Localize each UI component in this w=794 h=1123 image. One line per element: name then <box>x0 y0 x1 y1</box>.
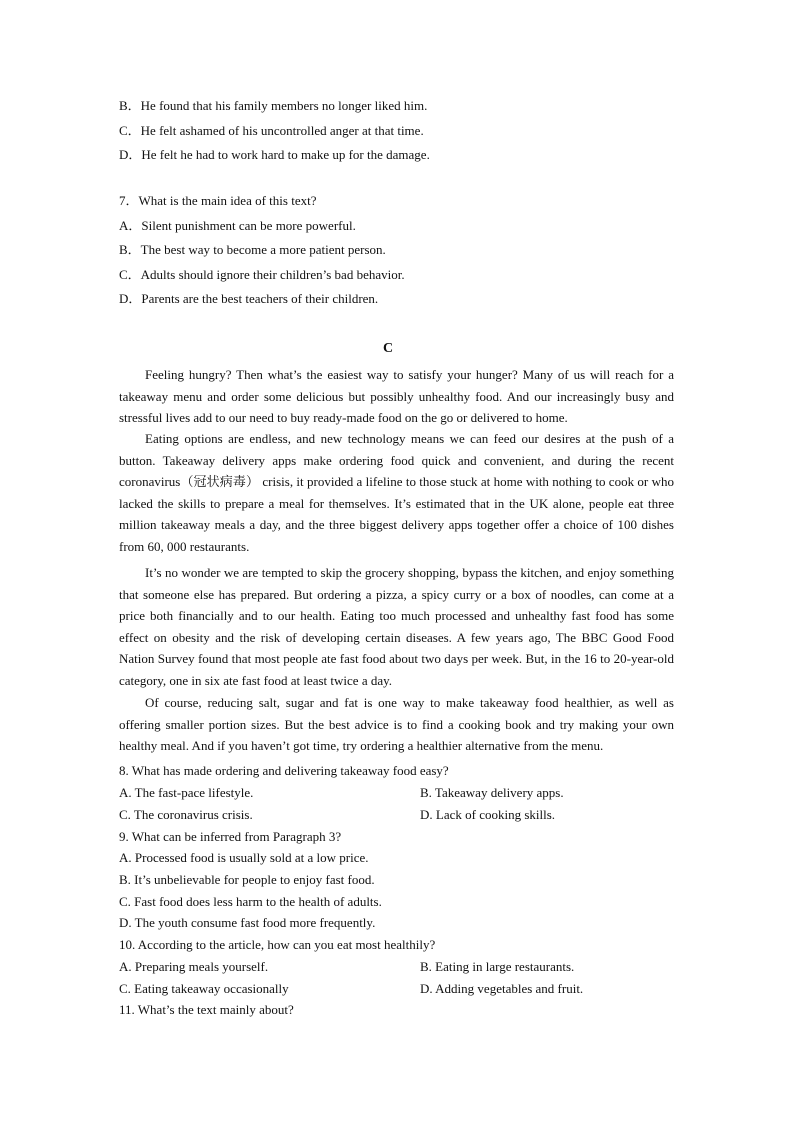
q9-option-c: C. Fast food does less harm to the health of adults. <box>119 894 382 909</box>
q8-option-b: B. Takeaway delivery apps. <box>420 785 564 800</box>
passage-paragraph: It’s no wonder we are tempted to skip the grocery shopping, bypass the kitchen, and enjoy something that someone else has prepared. But ordering a pizza, a spicy curry or a box of noodles, can come at a price both financially and to our health. Eating too much processed and unhealthy fast food has some effect on obesity and the risk of developing certain diseases. A few years ago, The BBC Good Food Nation Survey found that most people ate fast food about two days per week. But, in the 16 to 20-year-old category, one in six ate fast food at least twice a day. <box>119 565 674 688</box>
q8-option-d: D. Lack of cooking skills. <box>420 807 556 822</box>
q7-stem: 7．What is the main idea of this text? <box>119 193 317 208</box>
q6-option-c: C．He felt ashamed of his uncontrolled anger at that time. <box>119 123 424 138</box>
q7-option-d: D．Parents are the best teachers of their children. <box>119 291 379 306</box>
q9-stem: 9. What can be inferred from Paragraph 3? <box>119 829 342 844</box>
q7-option-a: A．Silent punishment can be more powerful. <box>119 218 356 233</box>
q8-stem: 8. What has made ordering and delivering takeaway food easy? <box>119 763 449 778</box>
q10-option-d: D. Adding vegetables and fruit. <box>420 981 584 996</box>
q10-option-b: B. Eating in large restaurants. <box>420 959 575 974</box>
q9-option-d: D. The youth consume fast food more frequently. <box>119 915 376 930</box>
q10-option-c: C. Eating takeaway occasionally <box>119 981 289 996</box>
q10-stem: 10. According to the article, how can you eat most healthily? <box>119 937 436 952</box>
section-heading: C <box>383 341 394 356</box>
q8-option-c: C. The coronavirus crisis. <box>119 807 253 822</box>
q7-option-c: C．Adults should ignore their children’s bad behavior. <box>119 267 405 282</box>
q6-option-d: D．He felt he had to work hard to make up for the damage. <box>119 147 430 162</box>
q7-option-b: B．The best way to become a more patient person. <box>119 242 386 257</box>
q10-option-a: A. Preparing meals yourself. <box>119 959 269 974</box>
passage-paragraph: Eating options are endless, and new technology means we can feed our desires at the push of a button. Takeaway delivery apps make ordering food quick and convenient, and during the recent coronavirus（冠状病毒） crisis, it provided a lifeline to those stuck at home with nothing to cook or who lacked the skills to prepare a meal for themselves. It’s estimated that in the UK alone, people eat three million takeaway meals a day, and the three biggest delivery apps together offer a choice of 100 dishes from 60, 000 restaurants. <box>119 431 674 554</box>
q11-stem: 11. What’s the text mainly about? <box>119 1002 294 1017</box>
q6-option-b: B．He found that his family members no longer liked him. <box>119 98 428 113</box>
q8-option-a: A. The fast-pace lifestyle. <box>119 785 254 800</box>
passage-paragraph: Of course, reducing salt, sugar and fat is one way to make takeaway food healthier, as well as offering smaller portion sizes. But the best advice is to find a cooking book and try making your own healthy meal. And if you haven’t got time, try ordering a healthier alternative from the menu. <box>119 695 674 753</box>
passage-paragraph: Feeling hungry? Then what’s the easiest way to satisfy your hunger? Many of us will reach for a takeaway menu and order some delicious but possibly unhealthy food. And our increasingly busy and stressful lives add to our need to buy ready-made food on the go or delivered to home. <box>119 367 674 425</box>
q9-option-b: B. It’s unbelievable for people to enjoy fast food. <box>119 872 375 887</box>
q9-option-a: A. Processed food is usually sold at a low price. <box>119 850 369 865</box>
